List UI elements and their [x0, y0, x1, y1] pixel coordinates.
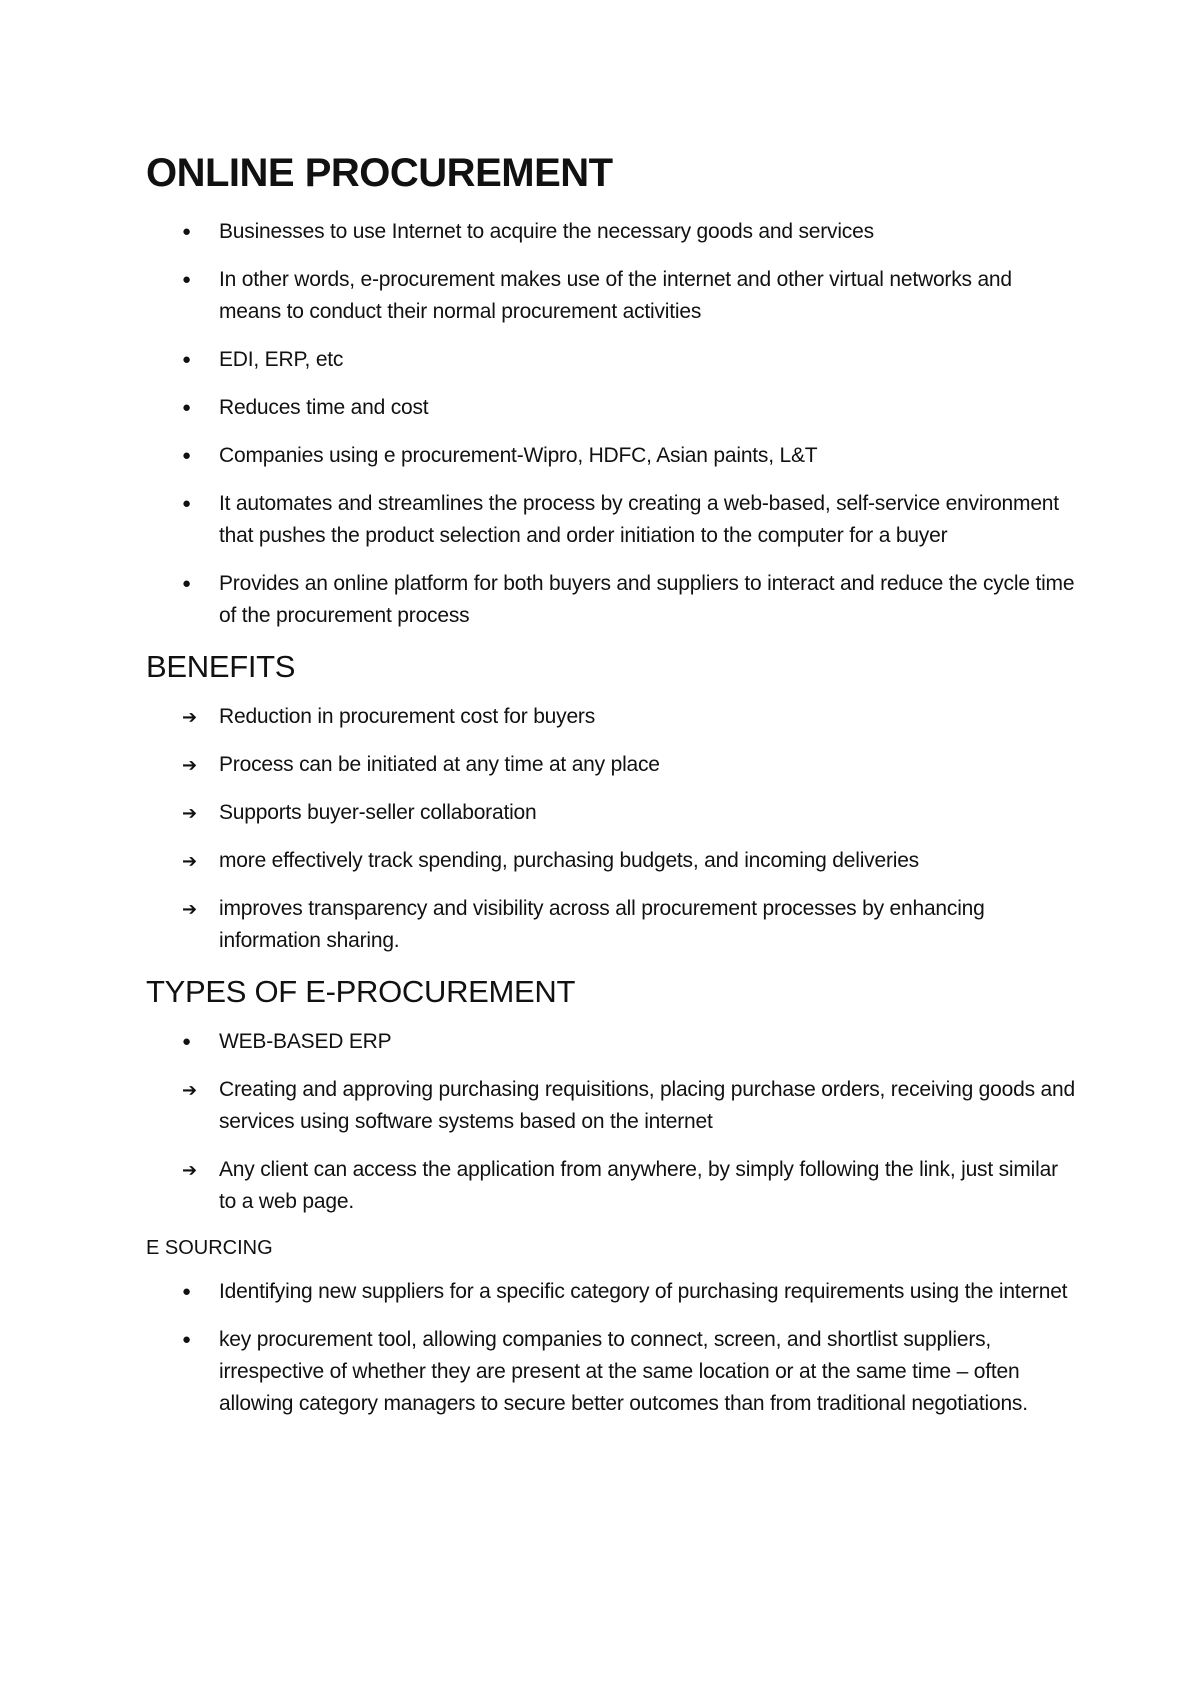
intro-list: [146, 216, 1076, 632]
bullet-icon: ●: [182, 1331, 191, 1349]
arrow-bullet-icon: ➔: [182, 851, 197, 872]
list-item-text: Businesses to use Internet to acquire the necessary goods and services: [219, 220, 874, 243]
document-content: [146, 150, 1076, 1436]
benefits-heading: BENEFITS: [146, 649, 296, 684]
list-item: [146, 264, 1076, 328]
bullet-icon: ●: [182, 495, 191, 512]
list-item-text: Creating and approving purchasing requisitions, placing purchase orders, receiving goods and services using software systems based on the internet: [219, 1078, 1075, 1134]
bullet-icon: ●: [182, 351, 191, 368]
types-heading: TYPES OF E-PROCUREMENT: [146, 974, 576, 1010]
list-item-text: Supports buyer-seller collaboration: [219, 801, 537, 825]
list-item: [146, 845, 1076, 877]
list-item: [146, 440, 1076, 472]
arrow-bullet-icon: ➔: [182, 1080, 197, 1101]
list-item: [146, 392, 1076, 424]
list-item: [146, 893, 1076, 957]
list-item: [146, 1324, 1076, 1420]
list-item: [146, 568, 1076, 632]
benefits-list: [146, 701, 1076, 957]
bullet-icon: ●: [182, 1283, 191, 1301]
list-item-text: In other words, e-procurement makes use of the internet and other virtual networks and means to conduct their normal procurement activities: [219, 268, 1012, 323]
list-item: [146, 749, 1076, 781]
list-item-text: Reduces time and cost: [219, 396, 429, 419]
arrow-bullet-icon: ➔: [182, 899, 197, 920]
list-item: [146, 1154, 1076, 1218]
arrow-bullet-icon: ➔: [182, 707, 197, 728]
list-item-text: WEB-BASED ERP: [219, 1030, 392, 1054]
arrow-bullet-icon: ➔: [182, 1160, 197, 1181]
arrow-bullet-icon: ➔: [182, 803, 197, 824]
list-item: [146, 1074, 1076, 1138]
list-item-text: key procurement tool, allowing companies to connect, screen, and shortlist suppliers, irrespective of whether they are present at the same location or at the same time – often allowing category managers to secure better outcomes than from traditional negotiations.: [219, 1328, 1028, 1416]
bullet-icon: ●: [182, 575, 191, 592]
list-item-text: improves transparency and visibility across all procurement processes by enhancing information sharing.: [219, 897, 985, 953]
list-item-text: more effectively track spending, purchasing budgets, and incoming deliveries: [219, 849, 919, 873]
list-item-text: Provides an online platform for both buyers and suppliers to interact and reduce the cycle time of the procurement process: [219, 572, 1075, 627]
page-title: ONLINE PROCUREMENT: [146, 151, 613, 195]
list-item: [146, 344, 1076, 376]
arrow-bullet-icon: ➔: [182, 755, 197, 776]
list-item: [146, 701, 1076, 733]
bullet-icon: ●: [182, 447, 191, 464]
esourcing-heading: E SOURCING: [146, 1237, 273, 1260]
bullet-icon: ●: [182, 1033, 191, 1051]
list-item-text: EDI, ERP, etc: [219, 348, 344, 371]
list-item: [146, 1276, 1076, 1308]
list-item: [146, 1026, 1076, 1058]
bullet-icon: ●: [182, 223, 191, 240]
list-item-text: It automates and streamlines the process by creating a web-based, self-service environment that pushes the product selection and order initiation to the computer for a buyer: [219, 492, 1059, 547]
list-item-text: Reduction in procurement cost for buyers: [219, 705, 596, 729]
list-item: [146, 797, 1076, 829]
list-item: [146, 216, 1076, 248]
list-item-text: Process can be initiated at any time at any place: [219, 753, 660, 777]
list-item-text: Identifying new suppliers for a specific category of purchasing requirements using the internet: [219, 1280, 1068, 1304]
bullet-icon: ●: [182, 399, 191, 416]
esourcing-list: [146, 1276, 1076, 1420]
list-item: [146, 488, 1076, 552]
bullet-icon: ●: [182, 271, 191, 288]
list-item-text: Any client can access the application from anywhere, by simply following the link, just similar to a web page.: [219, 1158, 1058, 1214]
types-list: [146, 1026, 1076, 1218]
list-item-text: Companies using e procurement-Wipro, HDFC, Asian paints, L&T: [219, 444, 818, 467]
